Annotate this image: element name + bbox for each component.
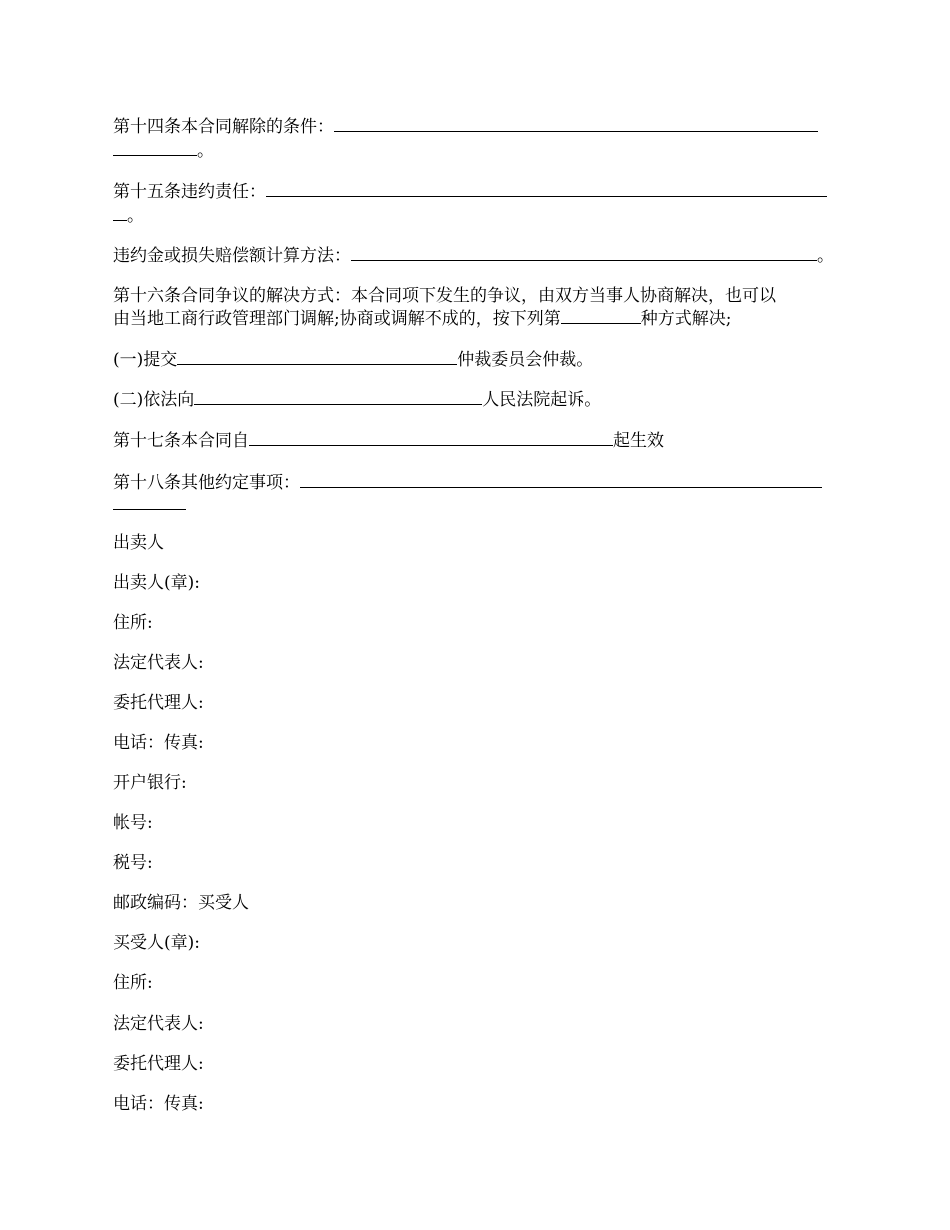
clause-17-a: 第十七条本合同自: [113, 431, 249, 451]
seller-agent: 委托代理人:: [113, 693, 204, 713]
clause-18-blank-cont[interactable]: [113, 509, 186, 510]
seller-seal: 出卖人(章):: [113, 573, 200, 593]
clause-14-blank[interactable]: [334, 114, 818, 132]
buyer-seal: 买受人(章):: [113, 933, 200, 953]
seller-postcode-buyer: 邮政编码：买受人: [113, 893, 249, 913]
seller-address: 住所:: [113, 613, 153, 633]
seller-tax-no: 税号:: [113, 853, 153, 873]
penalty-blank[interactable]: [351, 243, 817, 261]
clause-16-line2: [113, 306, 841, 330]
option-1-b: 仲裁委员会仲裁。: [457, 350, 594, 370]
seller-bank: 开户银行:: [113, 773, 187, 793]
option-1-blank[interactable]: [177, 347, 457, 365]
clause-18: [113, 470, 841, 494]
buyer-address: 住所:: [113, 973, 153, 993]
option-1: [113, 347, 841, 371]
clause-14-end: 。: [197, 141, 214, 161]
penalty-label: 违约金或损失赔偿额计算方法：: [113, 246, 351, 266]
clause-16-text2a: 由当地工商行政管理部门调解;协商或调解不成的，按下列第: [113, 309, 561, 329]
option-1-a: (一)提交: [113, 350, 178, 370]
clause-16-blank[interactable]: [561, 306, 641, 324]
penalty-method: [113, 243, 853, 267]
clause-14: [113, 114, 841, 138]
clause-15-end: 。: [127, 206, 144, 226]
clause-17: [113, 428, 841, 452]
buyer-legal-rep: 法定代表人:: [113, 1014, 204, 1034]
clause-15-blank[interactable]: [266, 179, 827, 197]
clause-17-blank[interactable]: [249, 428, 613, 446]
clause-16-text1: 第十六条合同争议的解决方式：本合同项下发生的争议，由双方当事人协商解决，也可以: [113, 286, 776, 306]
option-2-a: (二)依法向: [113, 390, 195, 410]
buyer-agent: 委托代理人:: [113, 1054, 204, 1074]
clause-15-cont: [113, 203, 841, 227]
clause-16-text2b: 种方式解决;: [640, 309, 732, 329]
seller-account: 帐号:: [113, 813, 153, 833]
clause-17-b: 起生效: [613, 431, 664, 451]
option-2-b: 人民法院起诉。: [482, 390, 602, 410]
buyer-phone-fax: 电话：传真:: [113, 1094, 204, 1114]
penalty-end: 。: [817, 246, 834, 266]
clause-16-line1: [113, 285, 841, 307]
option-2: [113, 387, 841, 411]
clause-18-label: 第十八条其他约定事项：: [113, 473, 300, 493]
clause-15-blank-cont[interactable]: [113, 203, 127, 221]
clause-14-label: 第十四条本合同解除的条件：: [113, 117, 334, 137]
seller-phone-fax: 电话：传真:: [113, 733, 204, 753]
seller-legal-rep: 法定代表人:: [113, 653, 204, 673]
clause-14-cont: [113, 138, 841, 162]
clause-15: [113, 179, 841, 203]
option-2-blank[interactable]: [194, 387, 482, 405]
clause-15-label: 第十五条违约责任：: [113, 182, 266, 202]
clause-18-blank[interactable]: [300, 470, 822, 488]
seller-heading: 出卖人: [113, 533, 164, 553]
clause-14-blank-cont[interactable]: [113, 138, 197, 156]
